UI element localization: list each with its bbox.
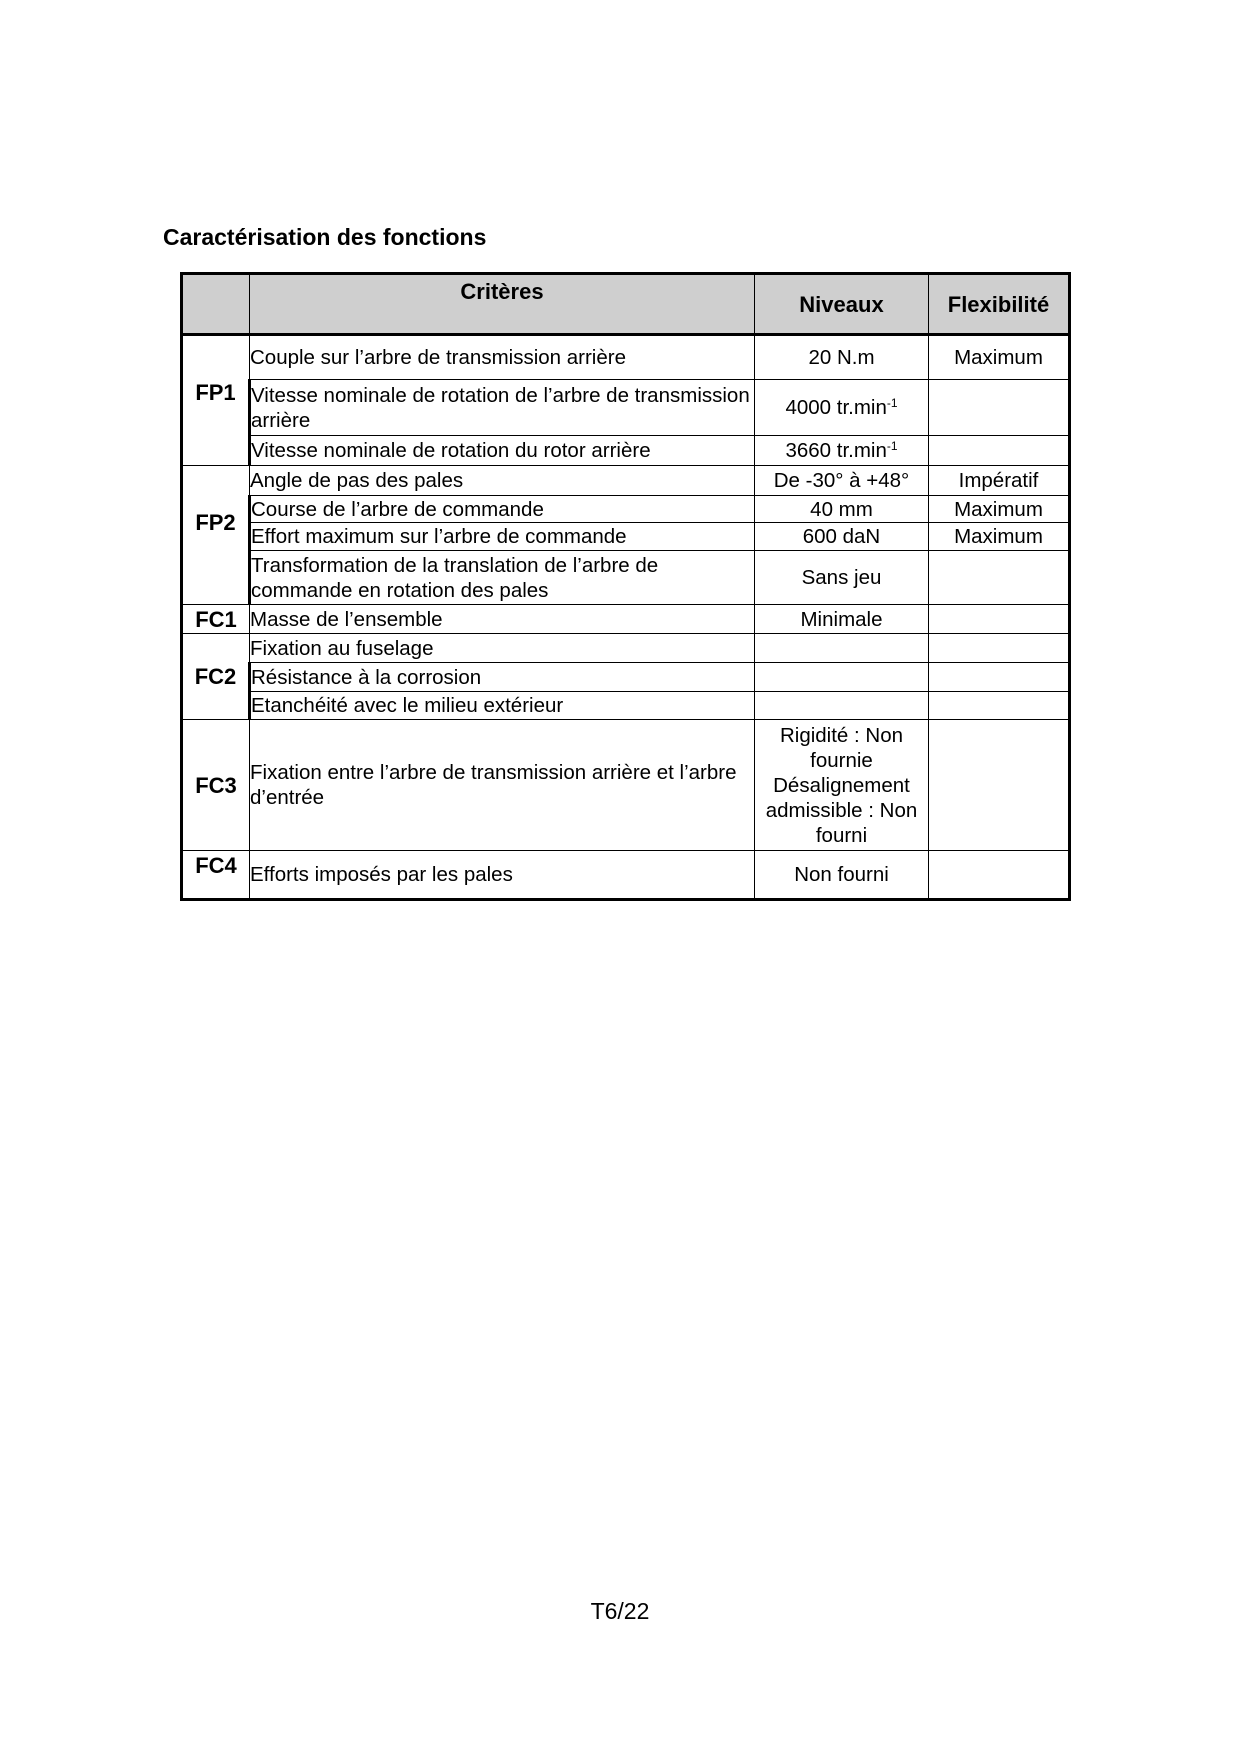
niveau-cell: Rigidité : Non fournie Désalignement admissible : Non fourni xyxy=(755,720,929,851)
critere-cell: Vitesse nominale de rotation du rotor arrière xyxy=(250,436,755,466)
flexibilite-cell: Impératif xyxy=(929,466,1070,496)
critere-cell: Angle de pas des pales xyxy=(250,466,755,496)
page-number: T6/22 xyxy=(590,1598,650,1624)
flexibilite-cell xyxy=(929,663,1070,692)
function-id-fc4: FC4 xyxy=(182,851,250,900)
table-row xyxy=(182,634,1070,663)
niveau-cell xyxy=(755,634,929,663)
niveau-cell: De -30° à +48° xyxy=(755,466,929,496)
table-row xyxy=(182,380,1070,436)
flexibilite-cell xyxy=(929,551,1070,605)
table-row xyxy=(182,663,1070,692)
flexibilite-cell xyxy=(929,380,1070,436)
critere-cell: Efforts imposés par les pales xyxy=(250,851,755,900)
niveau-value: 4000 tr.min xyxy=(785,396,887,419)
niveau-cell: Sans jeu xyxy=(755,551,929,605)
table-row xyxy=(182,551,1070,605)
page-title: Caractérisation des fonctions xyxy=(163,224,487,250)
critere-cell: Vitesse nominale de rotation de l’arbre de transmission arrière xyxy=(250,380,755,436)
critere-cell: Course de l’arbre de commande xyxy=(250,496,755,523)
table-row xyxy=(182,851,1070,900)
table-row xyxy=(182,466,1070,496)
flexibilite-cell: Maximum xyxy=(929,523,1070,551)
table-row xyxy=(182,523,1070,551)
header-flexibilite: Flexibilité xyxy=(929,274,1070,335)
niveau-cell xyxy=(755,436,929,466)
function-id-fc3: FC3 xyxy=(182,720,250,851)
flexibilite-cell xyxy=(929,720,1070,851)
critere-cell: Effort maximum sur l’arbre de commande xyxy=(250,523,755,551)
niveau-exponent: -1 xyxy=(886,396,898,410)
flexibilite-cell xyxy=(929,692,1070,720)
flexibilite-cell: Maximum xyxy=(929,335,1070,380)
niveau-exponent: -1 xyxy=(886,439,898,453)
functions-table xyxy=(180,272,1071,901)
function-id-fp2: FP2 xyxy=(182,466,250,605)
flexibilite-cell: Maximum xyxy=(929,496,1070,523)
niveau-cell: 20 N.m xyxy=(755,335,929,380)
table-row xyxy=(182,436,1070,466)
niveau-cell: 600 daN xyxy=(755,523,929,551)
flexibilite-cell xyxy=(929,605,1070,634)
critere-cell: Masse de l’ensemble xyxy=(250,605,755,634)
table-row xyxy=(182,496,1070,523)
function-id-fp1: FP1 xyxy=(182,335,250,466)
flexibilite-cell xyxy=(929,634,1070,663)
table-row xyxy=(182,605,1070,634)
niveau-cell xyxy=(755,692,929,720)
header-niveaux: Niveaux xyxy=(755,274,929,335)
critere-cell: Fixation entre l’arbre de transmission arrière et l’arbre d’entrée xyxy=(250,720,755,851)
table-row xyxy=(182,335,1070,380)
function-id-fc2: FC2 xyxy=(182,634,250,720)
flexibilite-cell xyxy=(929,851,1070,900)
critere-cell: Etanchéité avec le milieu extérieur xyxy=(250,692,755,720)
critere-cell: Couple sur l’arbre de transmission arrière xyxy=(250,335,755,380)
niveau-cell: 40 mm xyxy=(755,496,929,523)
function-id-fc1: FC1 xyxy=(182,605,250,634)
niveau-value: 3660 tr.min xyxy=(785,439,887,462)
header-criteres: Critères xyxy=(250,274,755,335)
niveau-cell: Non fourni xyxy=(755,851,929,900)
table-row xyxy=(182,720,1070,851)
header-id xyxy=(182,274,250,335)
niveau-cell: Minimale xyxy=(755,605,929,634)
table-row xyxy=(182,692,1070,720)
niveau-cell xyxy=(755,663,929,692)
flexibilite-cell xyxy=(929,436,1070,466)
table-header-row xyxy=(182,274,1070,335)
critere-cell: Transformation de la translation de l’arbre de commande en rotation des pales xyxy=(250,551,755,605)
critere-cell: Fixation au fuselage xyxy=(250,634,755,663)
niveau-cell xyxy=(755,380,929,436)
critere-cell: Résistance à la corrosion xyxy=(250,663,755,692)
